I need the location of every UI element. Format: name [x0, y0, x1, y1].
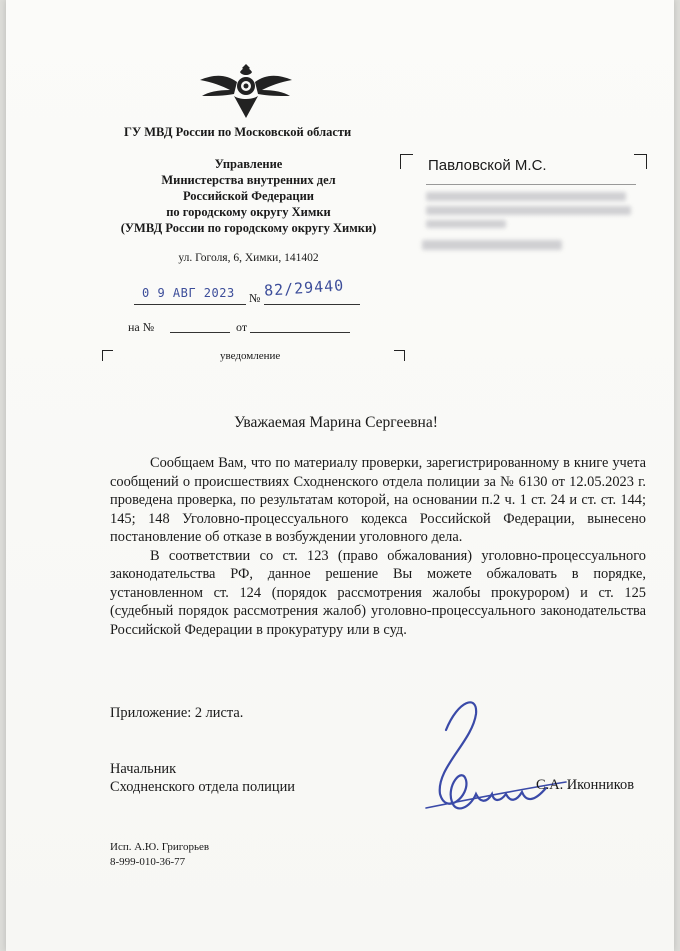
- attachment-note: Приложение: 2 листа.: [110, 705, 244, 721]
- date-underline: [134, 304, 246, 305]
- department-line: Управление: [214, 157, 283, 171]
- body-paragraph: Сообщаем Вам, что по материалу проверки, зарегистрированному в книге учета сообщений о происшествиях Сходненского отдела полиции за № 6130 от 12.05.2023 г. проведена проверка, по результатам которой, на основании п.2 ч. 1 ст. 24 и ст. ст. 144; 145; 148 Уголовно-процессуального кодекса Российской Федерации, вынесено постановление об отказе в возбуждении уголовного дела.: [110, 455, 646, 545]
- letter-body: [110, 454, 646, 639]
- department-name: [96, 156, 401, 236]
- number-underline: [264, 304, 360, 305]
- number-sign: №: [249, 291, 261, 305]
- signatory-title: [110, 760, 295, 796]
- recipient-bracket-left: [400, 154, 413, 169]
- reference-number-label: на №: [128, 320, 155, 334]
- executor-phone: 8-999-010-36-77: [110, 856, 186, 868]
- executor-name: Исп. А.Ю. Григорьев: [110, 841, 210, 853]
- organization-title: ГУ МВД России по Московской области: [124, 125, 352, 139]
- redacted-address-line: [426, 206, 631, 215]
- signer-name: С.А. Иконников: [536, 777, 634, 793]
- reference-date-label: от: [236, 320, 248, 334]
- body-paragraph: В соответствии со ст. 123 (право обжалования) уголовно-процессуального законодательства РФ, данное решение Вы можете обжаловать в порядке, установленном ст. 124 (порядок рассмотрения жалобы прокурором) и ст. 125 (судебный порядок рассмотрения жалоб) уголовно-процессуального законодательства Российской Федерации в прокуратуру или в суд.: [110, 547, 646, 638]
- signatory-title-line: Начальник: [110, 761, 177, 777]
- handwritten-signature: [406, 690, 576, 840]
- recipient-name: Павловской М.С.: [428, 157, 547, 174]
- redacted-address-line: [426, 220, 506, 228]
- mvd-eagle-emblem-icon: [196, 60, 296, 122]
- redacted-email: [422, 240, 562, 250]
- redacted-address-line: [426, 192, 626, 201]
- date-stamp: 0 9 АВГ 2023: [142, 286, 235, 300]
- department-line: по городскому округу Химки: [166, 205, 331, 219]
- signatory-title-line: Сходненского отдела полиции: [110, 779, 295, 795]
- document-type-label: уведомление: [220, 350, 281, 362]
- recipient-underline: [426, 184, 636, 185]
- recipient-bracket-right: [634, 154, 647, 169]
- department-address: ул. Гоголя, 6, Химки, 141402: [178, 252, 319, 264]
- department-line: Российской Федерации: [182, 189, 315, 203]
- reference-date-blank: [250, 332, 350, 333]
- department-line: Министерства внутренних дел: [161, 173, 336, 187]
- handwritten-outgoing-number: 82/29440: [263, 276, 345, 300]
- bracket-top-right: [394, 350, 405, 361]
- department-line: (УМВД России по городскому округу Химки): [120, 221, 377, 235]
- reference-number-blank: [170, 332, 230, 333]
- bracket-top-left: [102, 350, 113, 361]
- letter-sheet: [6, 0, 674, 951]
- executor-info: [110, 840, 209, 870]
- salutation: Уважаемая Марина Сергеевна!: [234, 414, 438, 431]
